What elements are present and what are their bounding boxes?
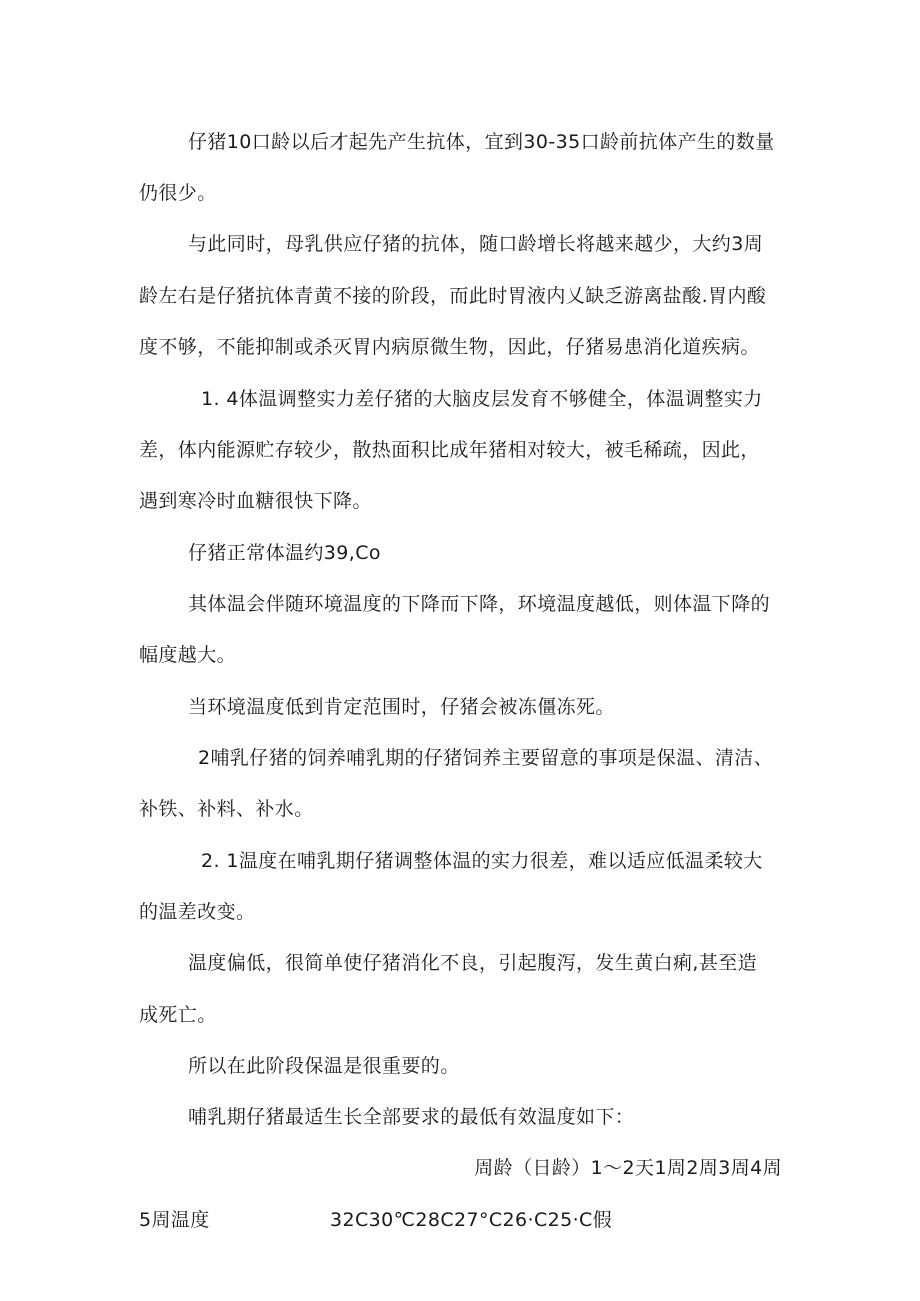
table-row-values: 32C30℃28C27°C26·C25·C假 <box>330 1209 613 1231</box>
paragraph-line: 遇到寒冷时血糖很快下降。 <box>139 490 372 512</box>
paragraph-line: 温度偏低，很简单使仔猪消化不良，引起腹泻，发生黄白痢,甚至造 <box>188 952 758 974</box>
paragraph-line: 与此同时，母乳供应仔猪的抗体，随口龄增长将越来越少，大约3周 <box>188 233 764 255</box>
paragraph-line: 补铁、补料、补水。 <box>139 798 314 820</box>
paragraph-line: 度不够，不能抑制或杀灭胃内病原微生物，因此，仔猪易患消化道疾病。 <box>139 336 760 358</box>
paragraph-line: 幅度越大。 <box>139 644 237 666</box>
paragraph-line: 的温差改变。 <box>139 901 256 923</box>
table-header-line: 周龄（日龄）1〜2天1周2周3周4周 <box>474 1157 782 1179</box>
paragraph-line: 2哺乳仔猪的饲养哺乳期的仔猪饲养主要留意的事项是保温、清洁、 <box>198 747 774 769</box>
paragraph-line: 成死亡。 <box>139 1004 217 1026</box>
paragraph-line: 2. 1温度在哺乳期仔猪调整体温的实力很差，难以适应低温柔较大 <box>201 850 763 872</box>
paragraph-line: 哺乳期仔猪最适生长全部要求的最低有效温度如下： <box>188 1106 635 1128</box>
paragraph-line: 仍很少。 <box>139 182 217 204</box>
table-row-label: 5周温度 <box>139 1209 210 1231</box>
paragraph-line: 龄左右是仔猪抗体青黄不接的阶段，而此时胃液内乂缺乏游离盐酸.胃内酸 <box>139 285 767 307</box>
paragraph-line: 差，体内能源贮存较少，散热面积比成年猪相对较大，被毛稀疏，因此， <box>139 439 760 461</box>
paragraph-line: 其体温会伴随环境温度的下降而下降，环境温度越低，则体温下降的 <box>188 593 771 615</box>
paragraph-line: 所以在此阶段保温是很重要的。 <box>188 1055 460 1077</box>
paragraph-line: 当环境温度低到肯定范围时，仔猪会被冻僵冻死。 <box>188 696 615 718</box>
paragraph-line: 仔猪正常体温约39,Co <box>188 542 381 564</box>
paragraph-line: 仔猪10口龄以后才起先产生抗体，宜到30-35口龄前抗体产生的数量 <box>188 131 775 153</box>
paragraph-line: 1. 4体温调整实力差仔猪的大脑皮层发育不够健全，体温调整实力 <box>201 388 763 410</box>
